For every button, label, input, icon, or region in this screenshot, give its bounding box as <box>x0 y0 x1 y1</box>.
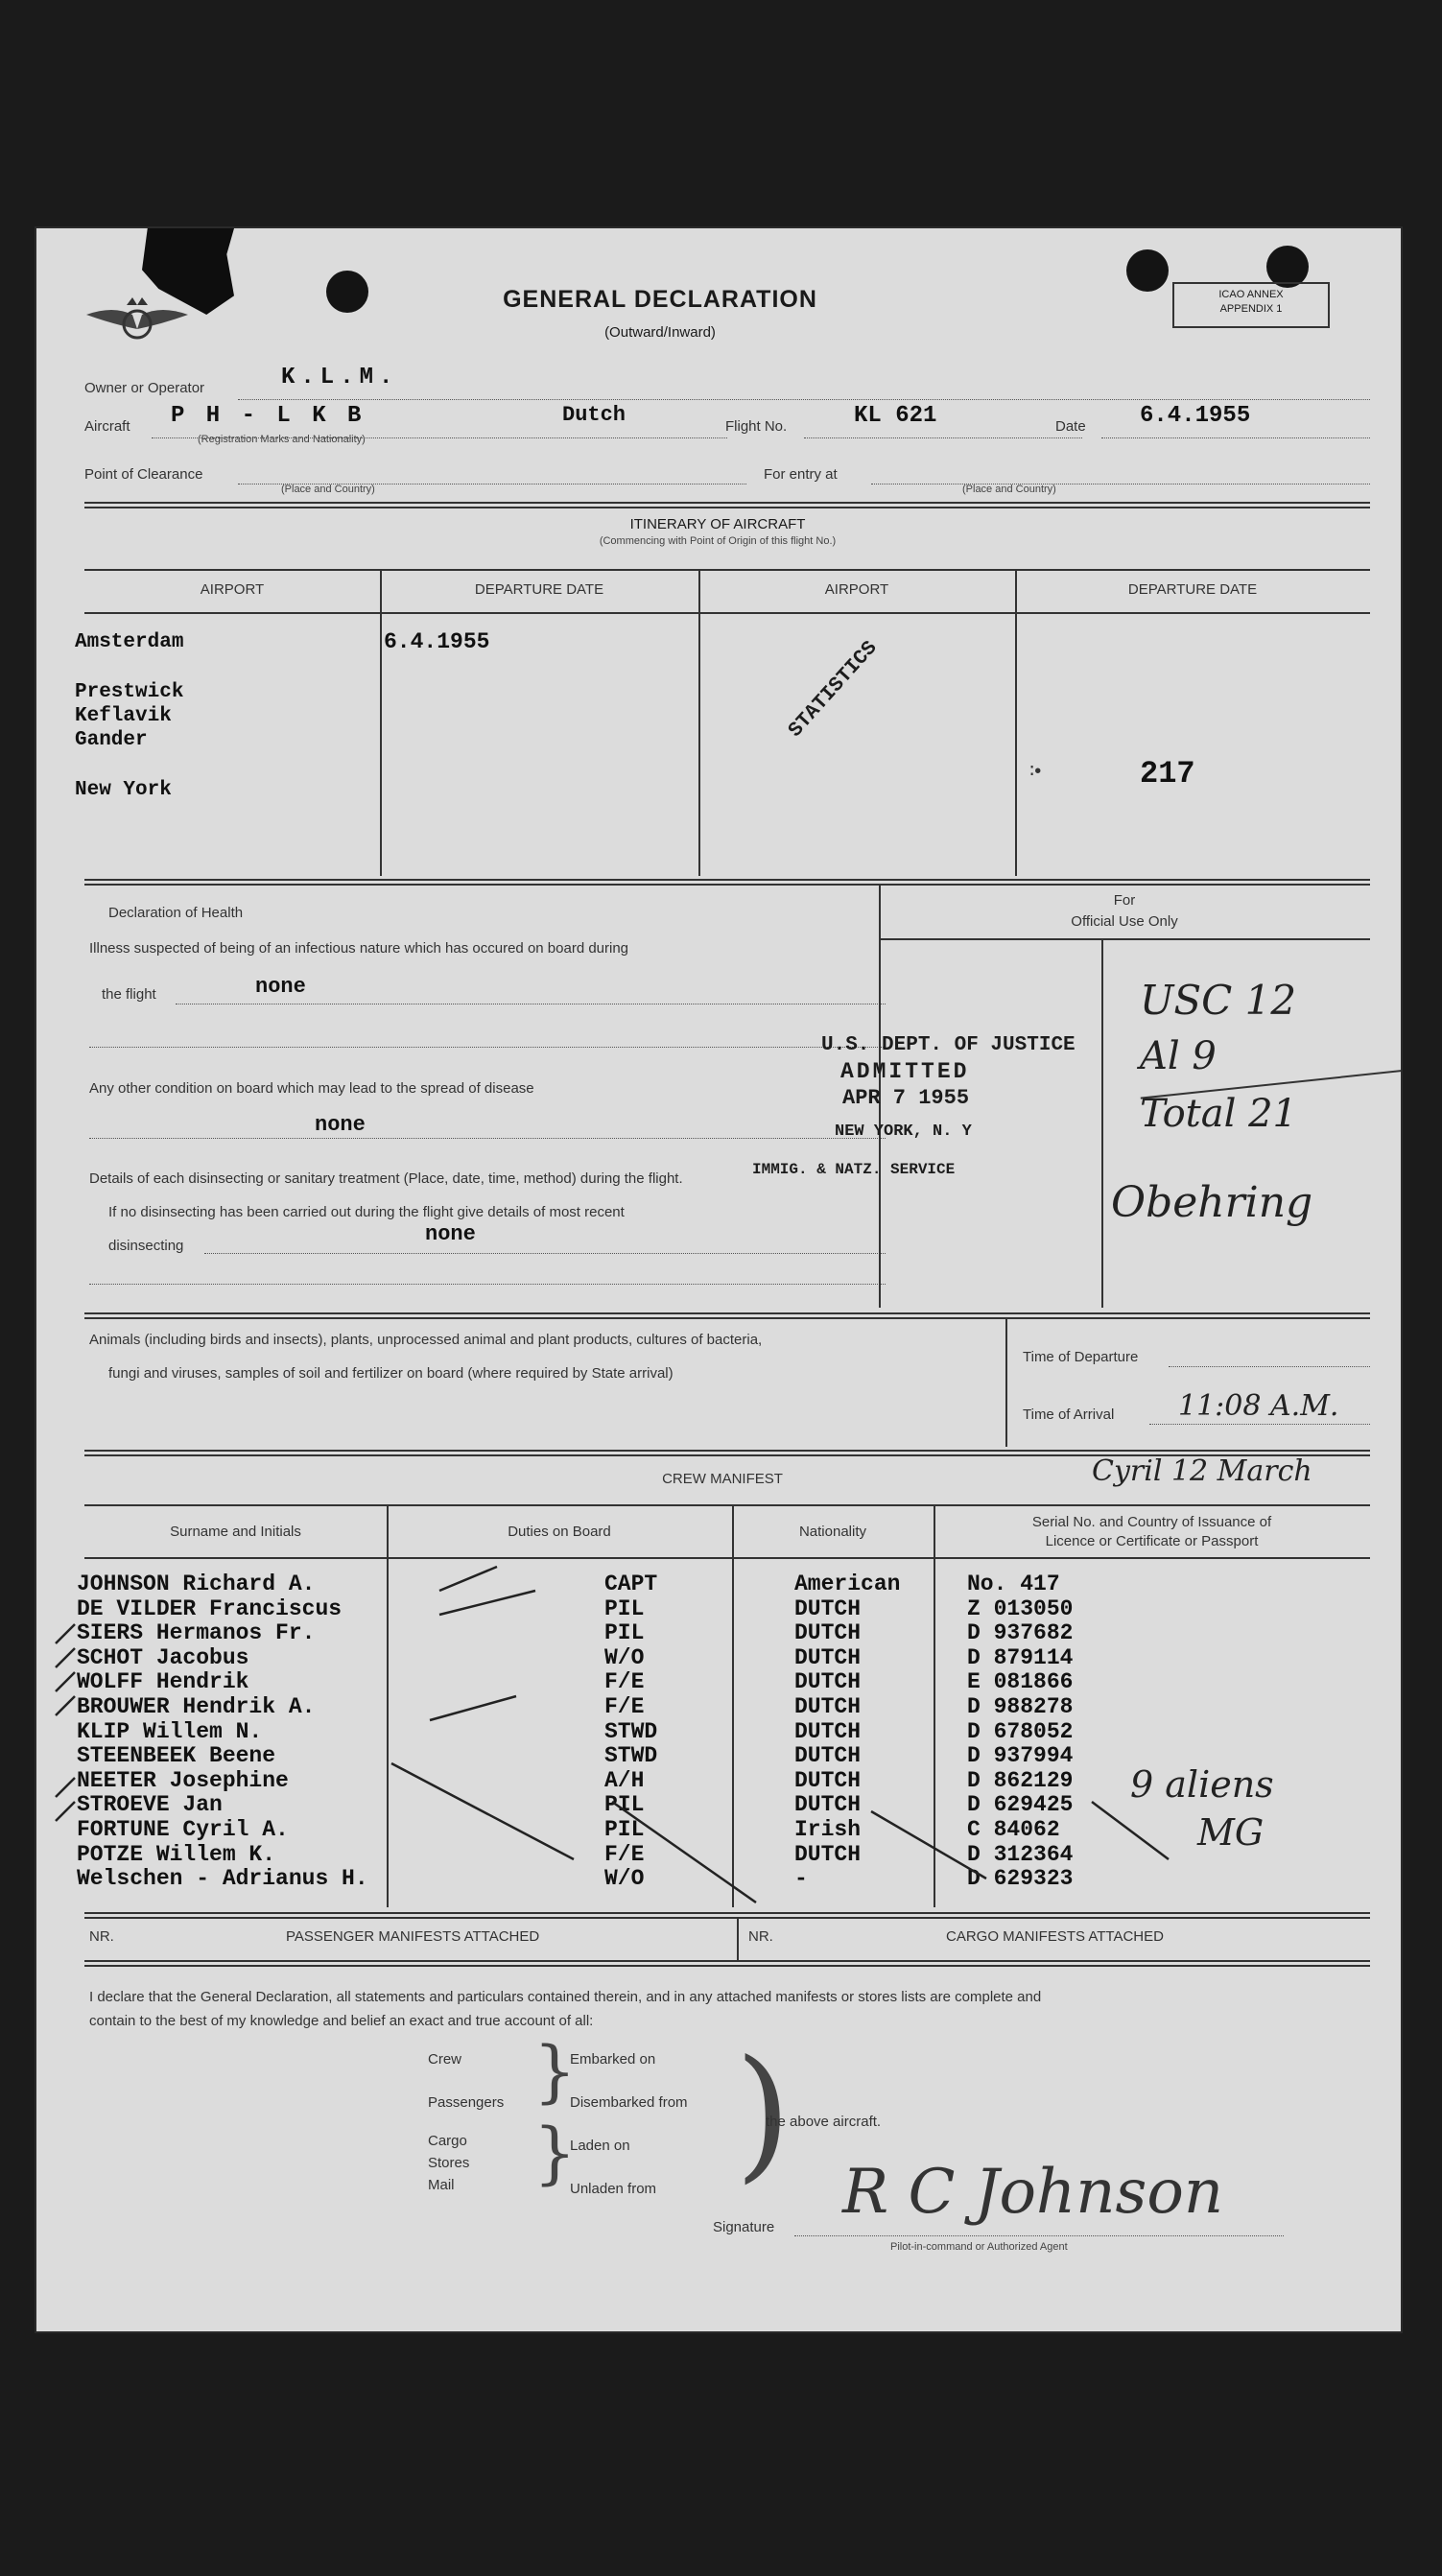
official-note1: USC 12 <box>1140 977 1297 1024</box>
crew-duty: STWD <box>604 1718 658 1744</box>
crew-name: BROUWER Hendrik A. <box>77 1694 316 1719</box>
crew-serial: D 937994 <box>967 1743 1074 1769</box>
crew-nationality: Irish <box>794 1817 862 1842</box>
crew-name: STEENBEEK Beene <box>77 1743 276 1769</box>
arrival-time-label: Time of Arrival <box>1023 1406 1115 1423</box>
crew-name: STROEVE Jan <box>77 1792 223 1818</box>
airport-1: Amsterdam <box>75 631 184 653</box>
stamp-line4: NEW YORK, N. Y <box>835 1123 972 1141</box>
crew-nationality: DUTCH <box>794 1595 862 1621</box>
declaration-text-2: contain to the best of my knowledge and belief an exact and true account of all: <box>89 2013 594 2029</box>
crew-side-note2: MG <box>1197 1811 1265 1854</box>
crew-nationality: DUTCH <box>794 1669 862 1695</box>
pen-ticks <box>36 228 1401 1955</box>
passenger-manifests-label: PASSENGER MANIFESTS ATTACHED <box>286 1928 540 1945</box>
date-label: Date <box>1055 418 1086 435</box>
date-value: 6.4.1955 <box>1140 403 1251 429</box>
itinerary-caption: (Commencing with Point of Origin of this flight No.) <box>599 535 837 547</box>
health-line4: If no disinsecting has been carried out during the flight give details of most recent <box>108 1204 625 1220</box>
brace-right: ) <box>735 2030 792 2197</box>
crew-title: CREW MANIFEST <box>662 1471 783 1487</box>
form-subtitle: (Outward/Inward) <box>604 324 716 341</box>
signature-caption: Pilot-in-command or Authorized Agent <box>890 2241 1068 2253</box>
cargo-manifests-label: CARGO MANIFESTS ATTACHED <box>946 1928 1164 1945</box>
col-departure-2: DEPARTURE DATE <box>1127 581 1258 598</box>
crew-name: SIERS Hermanos Fr. <box>77 1620 316 1646</box>
crew-nationality: - <box>794 1866 808 1892</box>
crew-serial: No. 417 <box>967 1572 1060 1596</box>
col-airport-2: AIRPORT <box>824 581 889 598</box>
clearance-caption: (Place and Country) <box>281 484 375 495</box>
crew-nationality: DUTCH <box>794 1841 862 1867</box>
crew-nationality: DUTCH <box>794 1767 862 1793</box>
crew-name: WOLFF Hendrik <box>77 1669 249 1695</box>
official-note3: Total 21 <box>1140 1092 1297 1136</box>
entry-label: For entry at <box>764 466 838 483</box>
col-departure: DEPARTURE DATE <box>474 581 604 598</box>
crew-nationality: American <box>794 1572 901 1596</box>
brace-left: } <box>533 2032 577 2111</box>
crew-duty: STWD <box>604 1743 658 1769</box>
airport-2: Prestwick <box>75 681 184 703</box>
col-serial-1: Serial No. and Country of Issuance of <box>1031 1514 1272 1530</box>
col-surname: Surname and Initials <box>170 1524 301 1540</box>
airport-4: Gander <box>75 729 148 751</box>
crew-serial: D 988278 <box>967 1694 1074 1719</box>
crew-duty: PIL <box>604 1595 645 1621</box>
decl-laden: Laden on <box>570 2138 630 2154</box>
declaration-text-1: I declare that the General Declaration, all statements and particulars contained therein, and in any attached manifests or stores lists are complete and <box>89 1989 1042 2005</box>
airport-5: New York <box>75 779 172 801</box>
aircraft-label: Aircraft <box>84 418 130 435</box>
crew-duty: PIL <box>604 1792 645 1818</box>
crew-name: NEETER Josephine <box>77 1767 289 1793</box>
decl-disembarked: Disembarked from <box>570 2094 688 2111</box>
crew-duty: A/H <box>604 1767 645 1793</box>
health-line1-value: none <box>255 975 306 999</box>
col-airport: AIRPORT <box>200 581 265 598</box>
crew-duty: PIL <box>604 1620 645 1646</box>
declaration-form <box>36 228 1401 2331</box>
health-line2-value: none <box>315 1113 366 1137</box>
stamp-line1: U.S. DEPT. OF JUSTICE <box>821 1034 1076 1056</box>
decl-unladen: Unladen from <box>570 2181 657 2197</box>
decl-above: the above aircraft. <box>766 2114 882 2130</box>
form-title: GENERAL DECLARATION <box>503 286 817 313</box>
crew-serial: D 879114 <box>967 1644 1074 1670</box>
stamp-line3: APR 7 1955 <box>842 1086 970 1110</box>
col-nationality: Nationality <box>798 1524 867 1540</box>
brace-left-2: } <box>533 2114 577 2192</box>
stamp-line2: ADMITTED <box>840 1059 970 1084</box>
crew-nationality: DUTCH <box>794 1694 862 1719</box>
decl-cargo: Cargo <box>428 2133 467 2149</box>
crew-duty: PIL <box>604 1817 645 1842</box>
crew-duty: F/E <box>604 1841 645 1867</box>
health-line3: Details of each disinsecting or sanitary treatment (Place, date, time, method) during the flight. <box>89 1170 683 1187</box>
signature-value: R C Johnson <box>842 2157 1224 2228</box>
statistics-stamp: STATISTICS <box>785 637 883 743</box>
airport-3: Keflavik <box>75 705 172 727</box>
health-line2: Any other condition on board which may lead to the spread of disease <box>89 1080 534 1097</box>
nationality-value: Dutch <box>562 403 626 427</box>
decl-stores: Stores <box>428 2155 470 2171</box>
crew-name: JOHNSON Richard A. <box>77 1572 316 1596</box>
crew-side-note1: 9 aliens <box>1130 1763 1274 1806</box>
owner-label: Owner or Operator <box>84 380 205 396</box>
nr-label-1: NR. <box>89 1928 114 1945</box>
official-title2: Official Use Only <box>1071 913 1178 930</box>
health-line4-value: none <box>425 1222 476 1246</box>
crew-serial: D 678052 <box>967 1718 1074 1744</box>
health-line1b: the flight <box>102 986 156 1003</box>
crew-name: SCHOT Jacobus <box>77 1644 249 1670</box>
official-note2: Al 9 <box>1140 1034 1217 1078</box>
annex-line1: ICAO ANNEX <box>1218 289 1284 300</box>
crew-serial: D 629425 <box>967 1792 1074 1818</box>
decl-passengers: Passengers <box>428 2094 505 2111</box>
crew-name: DE VILDER Franciscus <box>77 1595 343 1621</box>
crew-duty: F/E <box>604 1669 645 1695</box>
arrival-time-value: 11:08 A.M. <box>1178 1389 1339 1423</box>
crew-serial: C 84062 <box>967 1817 1060 1842</box>
crew-duty: CAPT <box>604 1572 658 1596</box>
decl-mail: Mail <box>428 2177 455 2193</box>
flight-no-value: KL 621 <box>854 403 937 429</box>
crew-name: FORTUNE Cyril A. <box>77 1817 289 1842</box>
owner-value: K.L.M. <box>281 365 399 390</box>
crew-serial: D 312364 <box>967 1841 1074 1867</box>
health-title: Declaration of Health <box>108 905 244 921</box>
itinerary-number: 217 <box>1140 756 1195 792</box>
crew-name: Welschen - Adrianus H. <box>77 1866 368 1892</box>
crew-nationality: DUTCH <box>794 1718 862 1744</box>
entry-caption: (Place and Country) <box>962 484 1056 495</box>
health-line4b: disinsecting <box>108 1238 184 1254</box>
crew-duty: W/O <box>604 1866 645 1892</box>
departure-date-value: 6.4.1955 <box>384 629 490 654</box>
crew-serial: D 937682 <box>967 1620 1074 1646</box>
flight-no-label: Flight No. <box>725 418 788 435</box>
crew-duty: W/O <box>604 1644 645 1670</box>
decl-embarked: Embarked on <box>570 2051 656 2068</box>
crew-annotation: Cyril 12 March <box>1092 1454 1312 1488</box>
crew-nationality: DUTCH <box>794 1743 862 1769</box>
stamp-line5: IMMIG. & NATZ. SERVICE <box>752 1161 956 1178</box>
aircraft-value: P H - L K B <box>171 403 366 429</box>
annex-line2: APPENDIX 1 <box>1219 303 1283 315</box>
crew-serial: E 081866 <box>967 1669 1074 1695</box>
crew-serial: D 629323 <box>967 1866 1074 1892</box>
col-duties: Duties on Board <box>508 1524 611 1540</box>
crew-nationality: DUTCH <box>794 1792 862 1818</box>
signature-label: Signature <box>713 2219 775 2235</box>
animals-line2: fungi and viruses, samples of soil and fertilizer on board (where required by State arrival) <box>108 1365 674 1382</box>
itinerary-title: ITINERARY OF AIRCRAFT <box>629 516 806 532</box>
clearance-label: Point of Clearance <box>84 466 203 483</box>
decl-crew: Crew <box>428 2051 462 2068</box>
official-initials: Obehring <box>1111 1178 1313 1227</box>
registration-caption: (Registration Marks and Nationality) <box>198 434 366 445</box>
crew-name: POTZE Willem K. <box>77 1841 276 1867</box>
col-serial-2: Licence or Certificate or Passport <box>1045 1533 1259 1549</box>
health-line1: Illness suspected of being of an infectious nature which has occured on board during <box>89 940 629 957</box>
crew-serial: Z 013050 <box>967 1595 1074 1621</box>
crew-serial: D 862129 <box>967 1767 1074 1793</box>
nr-label-2: NR. <box>748 1928 773 1945</box>
crew-duty: F/E <box>604 1694 645 1719</box>
animals-line1: Animals (including birds and insects), plants, unprocessed animal and plant products, cultures of bacteria, <box>89 1332 763 1348</box>
official-title1: For <box>1113 892 1136 909</box>
crew-name: KLIP Willem N. <box>77 1718 263 1744</box>
departure-time-label: Time of Departure <box>1023 1349 1139 1365</box>
crew-nationality: DUTCH <box>794 1644 862 1670</box>
crew-nationality: DUTCH <box>794 1620 862 1646</box>
dots-mark: ∶• <box>1029 761 1042 782</box>
